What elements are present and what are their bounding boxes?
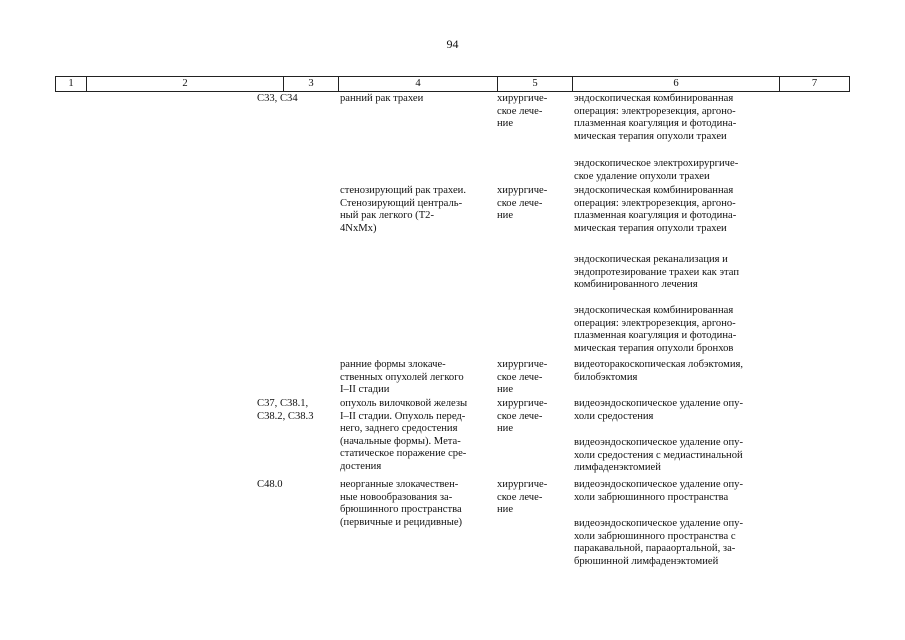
row-treatment: хирургиче- ское лече- ние <box>497 479 548 516</box>
row-codes: C37, C38.1, C38.2, C38.3 <box>257 398 314 422</box>
row-method: эндоскопическая реканализация и эндопротезирование трахеи как этап комбинированного лечения <box>574 254 740 291</box>
header-col-4: 4 <box>338 77 497 91</box>
row-diagnosis: ранний рак трахеи <box>340 93 424 104</box>
row-method: эндоскопическая комбинированная операция: электрорезекция, аргоно- плазменная коагуляция и фотодина- мическая терапия опухоли трахеи <box>574 93 737 142</box>
header-col-1: 1 <box>55 77 86 91</box>
header-col-2: 2 <box>86 77 283 91</box>
row-method: эндоскопическая комбинированная операция: электрорезекция, аргоно- плазменная коагуляция и фотодина- мическая терапия опухоли трахеи <box>574 185 737 234</box>
row-diagnosis: неорганные злокачествен- ные новообразования за- брюшинного пространства (первичные и рецидивные) <box>340 479 463 528</box>
header-col-3: 3 <box>283 77 338 91</box>
row-diagnosis: стенозирующий рак трахеи. Стенозирующий централь- ный рак легкого (T2- 4NxMx) <box>340 185 466 234</box>
header-col-5: 5 <box>497 77 572 91</box>
header-col-7: 7 <box>779 77 850 91</box>
row-diagnosis: опухоль вилочковой железы I–II стадии. Опухоль перед- него, заднего средостения (начальные формы). Мета- статическое поражение сре- достения <box>340 398 468 472</box>
header-col-6: 6 <box>572 77 779 91</box>
row-codes: C48.0 <box>257 479 283 490</box>
row-method: эндоскопическая комбинированная операция: электрорезекция, аргоно- плазменная коагуляция и фотодина- мическая терапия опухоли бронхов <box>574 305 737 354</box>
row-method: видеоэндоскопическое удаление опу- холи забрюшинного пространства <box>574 479 743 503</box>
row-method: эндоскопическое электрохирургиче- ское удаление опухоли трахеи <box>574 158 739 182</box>
row-codes: C33, C34 <box>257 93 298 104</box>
row-treatment: хирургиче- ское лече- ние <box>497 93 548 130</box>
row-method: видеоэндоскопическое удаление опу- холи средостения с медиастинальной лимфаденэктомией <box>574 437 743 474</box>
row-method: видеоэндоскопическое удаление опу- холи средостения <box>574 398 743 422</box>
page-number: 94 <box>446 37 459 51</box>
row-treatment: хирургиче- ское лече- ние <box>497 185 548 222</box>
table-header <box>55 76 850 92</box>
row-treatment: хирургиче- ское лече- ние <box>497 359 548 396</box>
row-method: видеоэндоскопическое удаление опу- холи забрюшинного пространства с паракавальной, парааортальной, за- брюшинной лимфаденэктомией <box>574 518 743 567</box>
row-treatment: хирургиче- ское лече- ние <box>497 398 548 435</box>
row-method: видеоторакоскопическая лобэктомия, билобэктомия <box>574 359 744 383</box>
row-diagnosis: ранние формы злокаче- ственных опухолей легкого I–II стадии <box>340 359 464 396</box>
